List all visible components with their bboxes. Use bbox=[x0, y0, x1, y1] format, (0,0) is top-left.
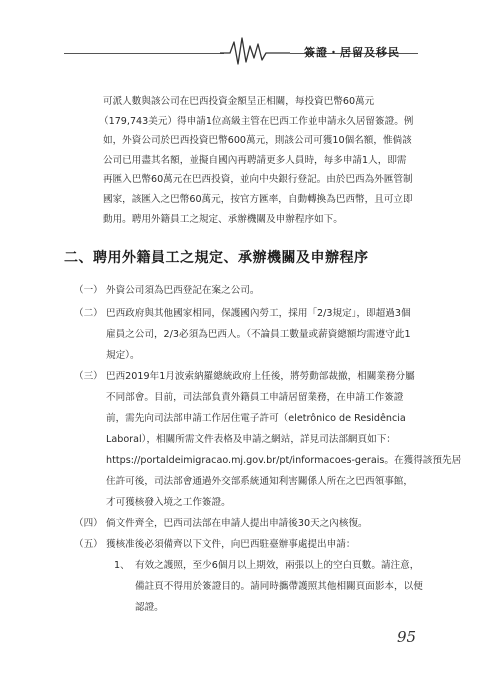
heartbeat-line-icon bbox=[220, 34, 290, 68]
page-header bbox=[0, 0, 480, 70]
item-line: https://portaldeimigracao.mj.gov.br/pt/informacoes-gerais。在獲得該預先居 bbox=[106, 455, 462, 466]
item-line: Laboral），相關所需文件表格及申請之網站，詳見司法部網頁如下： bbox=[106, 434, 396, 445]
item-line: 倘文件齊全，巴西司法部在申請人提出申請後30天之內核復。 bbox=[106, 518, 368, 529]
item-line: 規定）。 bbox=[106, 350, 140, 361]
item-number: （一） bbox=[74, 285, 103, 296]
item-line: 才可獲核發入境之工作簽證。 bbox=[106, 497, 231, 508]
page-number: 95 bbox=[397, 628, 417, 646]
intro-paragraph bbox=[99, 92, 430, 229]
subitem-line: 認證。 bbox=[135, 602, 164, 613]
item-line: 不同部會。目前，司法部負責外籍員工申請居留業務，在申請工作簽證 bbox=[106, 392, 404, 403]
subitem-number: 1、 bbox=[114, 560, 130, 571]
intro-line: 如，外資公司於巴西投資巴幣600萬元，則該公司可獲10個名額，惟倘該 bbox=[103, 135, 412, 147]
intro-line: 國家，該匯入之巴幣60萬元，按官方匯率，自動轉換為巴西幣，且可立即 bbox=[103, 193, 413, 205]
item-line: 雇員之公司，2/3必須為巴西人。（不論員工數量或薪資總額均需遵守此1 bbox=[106, 329, 411, 340]
subitem-line: 有效之護照，至少6個月以上期效，兩張以上的空白頁數。請注意， bbox=[135, 560, 420, 571]
header-rule-left bbox=[64, 53, 224, 54]
header-title: 簽證・居留及移民 bbox=[304, 46, 400, 59]
intro-line: 公司已用盡其名額，並擬自國內再聘請更多人員時，每多申請1人，即需 bbox=[103, 154, 407, 166]
intro-line: 可派人數與該公司在巴西投資金額呈正相關，每投資巴幣60萬元 bbox=[103, 96, 375, 107]
item-line: 巴西2019年1月波索納羅總統政府上任後，將勞動部裁撤，相關業務分屬 bbox=[106, 371, 415, 382]
item-line: 獲核准後必須備齊以下文件，向巴西駐臺辦事處提出申請： bbox=[106, 539, 356, 550]
item-line: 外資公司須為巴西登記在案之公司。 bbox=[106, 285, 260, 296]
item-number: （四） bbox=[74, 518, 103, 529]
intro-line: 動用。聘用外籍員工之規定、承辦機關及申辦程序如下。 bbox=[103, 213, 343, 225]
item-line: 巴西政府與其他國家相同，保護國內勞工，採用「2/3規定」，即超過3個 bbox=[106, 308, 411, 319]
item-number: （五） bbox=[74, 539, 103, 550]
item-number: （二） bbox=[74, 308, 103, 319]
item-line: 前，需先向司法部申請工作居住電子許可（eletrônico de Residência bbox=[106, 413, 406, 424]
item-number: （三） bbox=[74, 371, 103, 382]
subitem-line: 備註頁不得用於簽證目的。請同時攜帶護照其他相關頁面影本，以便 bbox=[135, 581, 423, 592]
intro-line: （179,743美元）得申請1位高級主管在巴西工作並申請永久居留簽證。例 bbox=[99, 115, 414, 127]
section-title: 二、聘用外籍員工之規定、承辦機關及申辦程序 bbox=[64, 250, 369, 266]
intro-line: 再匯入巴幣60萬元在巴西投資，並向中央銀行登記。由於巴西為外匯管制 bbox=[103, 174, 413, 186]
item-line: 住許可後，司法部會通過外交部系統通知利害關係人所在之巴西領事館， bbox=[106, 476, 413, 487]
